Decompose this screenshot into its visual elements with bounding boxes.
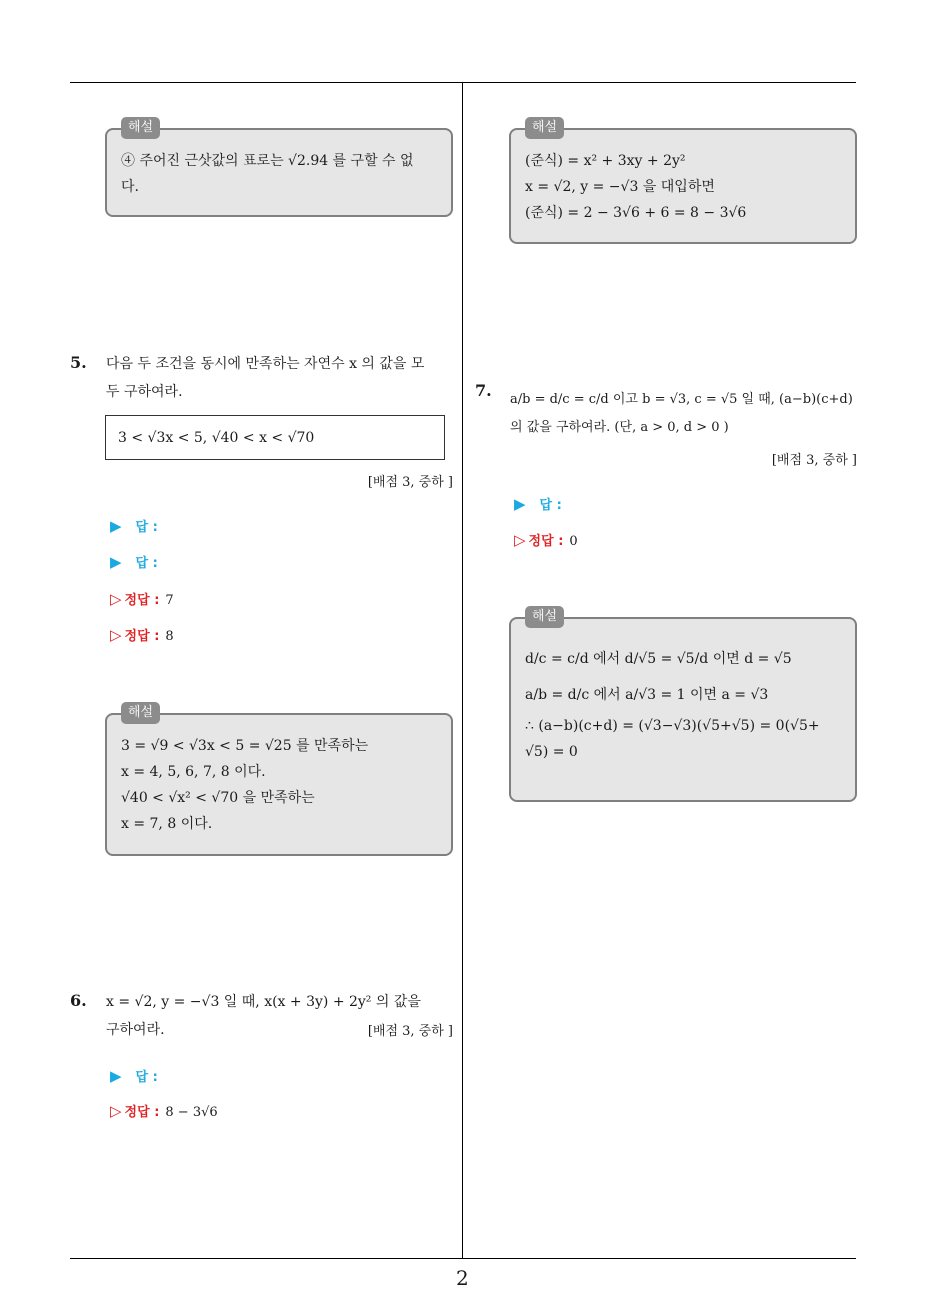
page-number: 2: [456, 1266, 469, 1290]
solution-line: a/b = d/c 에서 a/√3 = 1 이면 a = √3: [525, 687, 769, 703]
solution-tag: 해설: [121, 117, 160, 139]
solution-box-q6: [509, 120, 857, 244]
solution-line: d/c = c/d 에서 d/√5 = √5/d 이면 d = √5: [525, 651, 792, 667]
solution-box-q4: [105, 120, 453, 217]
correct-value: 8: [165, 629, 174, 644]
question-line: x = √2, y = −√3 일 때, x(x + 3y) + 2y² 의 값을: [106, 994, 421, 1010]
column-divider: [462, 82, 463, 1259]
answer-row-5a[interactable]: [110, 516, 158, 535]
solution-line: x = 4, 5, 6, 7, 8 이다.: [121, 764, 266, 780]
solution-line: (준식) = 2 − 3√6 + 6 = 8 − 3√6: [525, 205, 747, 221]
solution-line: x = 7, 8 이다.: [121, 816, 213, 832]
correct-answer-6: [110, 1101, 218, 1120]
correct-label: 정답 :: [124, 1105, 160, 1120]
correct-answer-5a: [110, 589, 174, 608]
answer-label: 답 :: [135, 520, 158, 535]
correct-answer-7: [514, 530, 578, 549]
play-icon: ▶: [110, 517, 122, 535]
correct-label: 정답 :: [124, 629, 160, 644]
solution-line: (준식) = x² + 3xy + 2y²: [525, 153, 686, 169]
answer-label: 답 :: [539, 498, 562, 513]
correct-value: 8 − 3√6: [165, 1105, 218, 1120]
question-text-5: [106, 350, 456, 406]
score-label-7: [배점 3, 중하 ]: [771, 453, 857, 468]
score-label-6: [배점 3, 중하 ]: [367, 1024, 453, 1039]
question-number-6: 6.: [70, 991, 87, 1010]
solution-line: ④ 주어진 근삿값의 표로는 √2.94 를 구할 수 없: [121, 153, 414, 169]
play-icon: ▶: [110, 1067, 122, 1085]
score-label-5: [배점 3, 중하 ]: [367, 475, 453, 490]
question-number-7: 7.: [475, 381, 492, 400]
answer-row-5b[interactable]: [110, 552, 158, 571]
answer-label: 답 :: [135, 1070, 158, 1085]
question-text-7: [510, 386, 860, 442]
correct-value: 7: [165, 593, 174, 608]
outline-triangle-icon: ▷: [110, 626, 122, 644]
bottom-rule: [70, 1258, 856, 1259]
correct-label: 정답 :: [528, 534, 564, 549]
condition-box: 3 < √3x < 5, √40 < x < √70: [105, 415, 445, 460]
correct-label: 정답 :: [124, 593, 160, 608]
solution-line: √40 < √x² < √70 을 만족하는: [121, 790, 315, 806]
solution-line: x = √2, y = −√3 을 대입하면: [525, 179, 715, 195]
top-rule: [70, 82, 856, 83]
solution-box-q5: [105, 705, 453, 856]
solution-tag: 해설: [525, 606, 564, 628]
play-icon: ▶: [110, 553, 122, 571]
question-line: a/b = d/c = c/d 이고 b = √3, c = √5 일 때, (a−b)(c+d): [510, 392, 853, 407]
outline-triangle-icon: ▷: [514, 531, 526, 549]
outline-triangle-icon: ▷: [110, 1102, 122, 1120]
question-line: 구하여라.: [106, 1022, 165, 1038]
solution-tag: 해설: [121, 702, 160, 724]
solution-tag: 해설: [525, 117, 564, 139]
solution-line: ∴ (a−b)(c+d) = (√3−√3)(√5+√5) = 0(√5+: [525, 718, 820, 734]
question-line: 다음 두 조건을 동시에 만족하는 자연수 x 의 값을 모: [106, 356, 425, 372]
solution-line: 3 = √9 < √3x < 5 = √25 를 만족하는: [121, 738, 369, 754]
answer-label: 답 :: [135, 556, 158, 571]
solution-line: √5) = 0: [525, 744, 578, 760]
solution-box-q7: [509, 609, 857, 802]
outline-triangle-icon: ▷: [110, 590, 122, 608]
question-number-5: 5.: [70, 353, 87, 372]
answer-row-6[interactable]: [110, 1066, 158, 1085]
correct-value: 0: [569, 534, 578, 549]
answer-row-7[interactable]: [514, 494, 562, 513]
play-icon: ▶: [514, 495, 526, 513]
question-line: 의 값을 구하여라. (단, a > 0, d > 0 ): [510, 420, 729, 435]
correct-answer-5b: [110, 625, 174, 644]
solution-line: 다.: [121, 179, 139, 195]
question-line: 두 구하여라.: [106, 384, 183, 400]
